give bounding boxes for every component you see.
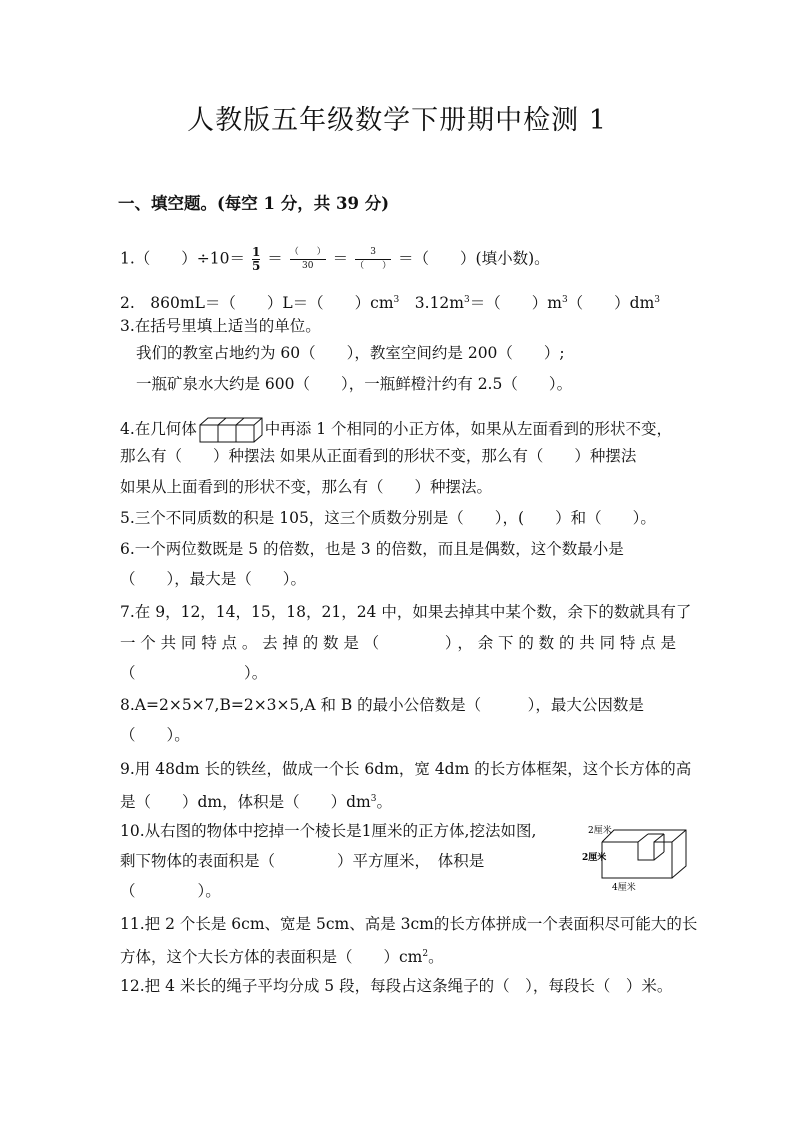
question-11-line-1: 11.把 2 个长是 6cm、宽是 5cm、高是 3cm的长方体拼成一个表面积尽可能大的长 bbox=[120, 915, 698, 933]
question-1: 1.（ ）÷10＝ $\frac{1}{5}$ ＝ $\frac{( )}{30}$ ＝ $\frac{3}{( )}$ ＝（ ）(填小数)。 bbox=[120, 245, 550, 273]
question-6-line-1: 6.一个两位数既是 5 的倍数，也是 3 的倍数，而且是偶数，这个数最小是 bbox=[120, 540, 624, 558]
question-8-line-2: （ ）。 bbox=[120, 726, 190, 744]
page-title: 人教版五年级数学下册期中检测 1 bbox=[187, 105, 607, 136]
question-4-line-1: 4.在几何体 中再添 1 个相同的小正方体，如果从左面看到的形状不变， bbox=[120, 416, 672, 444]
question-10-line-3: （ ）。 bbox=[120, 882, 221, 900]
q1-text-b: ＝（ ）(填小数)。 bbox=[398, 249, 550, 268]
fig-label-left: 2厘米 bbox=[582, 853, 607, 863]
question-4-line-3: 如果从上面看到的形状不变，那么有（ ）种摆法。 bbox=[120, 478, 493, 496]
question-8-line-1: 8.A=2×5×7,B=2×3×5,A 和 B 的最小公倍数是（ ），最大公因数是 bbox=[120, 696, 644, 714]
question-2: 2. 860mL＝（ ）L＝（ ）$cm^3$ $3.12m^3=$（ ）$m^3$（ ）$dm^3$ bbox=[120, 294, 661, 313]
fig-label-bottom: 4厘米 bbox=[612, 883, 636, 893]
fig-label-top: 2厘米 bbox=[588, 826, 612, 836]
question-3-title: 3.在括号里填上适当的单位。 bbox=[120, 317, 321, 335]
question-11-line-2: 方体，这个大长方体的表面积是（ ）$cm^2$。 bbox=[120, 948, 444, 967]
cube-figure-icon bbox=[199, 416, 263, 444]
question-3-line-2: 我们的教室占地约为 60（ ），教室空间约是 200（ ）; bbox=[136, 344, 565, 362]
question-7-line-1: 7.在 9，12，14，15，18，21，24 中，如果去掉其中某个数，余下的数就具有了 bbox=[120, 603, 692, 621]
section-heading: 一、填空题。(每空 1 分，共 39 分) bbox=[118, 194, 390, 213]
question-7-line-3: （ ）。 bbox=[120, 664, 268, 682]
fraction-blank-30: $\frac{( )}{30}$ bbox=[289, 247, 326, 271]
question-7-line-2: 一个共同特点。去掉的数是（ ），余下的数的共同特点是 bbox=[120, 634, 676, 652]
question-9-line-2: 是（ ）dm，体积是（ ）$dm^3$。 bbox=[120, 793, 392, 812]
question-3-line-3: 一瓶矿泉水大约是 600（ ），一瓶鲜橙汁约有 2.5（ ）。 bbox=[136, 375, 573, 393]
question-12: 12.把 4 米长的绳子平均分成 5 段，每段占这条绳子的（ ），每段长（ ）米。 bbox=[120, 977, 673, 995]
q1-text-a: 1.（ ）÷10＝ bbox=[120, 249, 245, 268]
question-5: 5.三个不同质数的积是 105，这三个质数分别是（ ），( ）和（ ）。 bbox=[120, 509, 656, 527]
fraction-1-5: $\frac{1}{5}$ bbox=[251, 245, 261, 273]
question-10-line-2: 剩下物体的表面积是（ ）平方厘米， 体积是 bbox=[120, 852, 485, 870]
question-4-line-2: 那么有（ ）种摆法 如果从正面看到的形状不变，那么有（ ）种摆法 bbox=[120, 447, 637, 465]
question-6-line-2: （ ），最大是（ ）。 bbox=[120, 570, 307, 588]
question-10-line-1: 10.从右图的物体中挖掉一个棱长是1厘米的正方体,挖法如图, bbox=[120, 822, 537, 840]
question-9-line-1: 9.用 48dm 长的铁丝，做成一个长 6dm，宽 4dm 的长方体框架，这个长方体的高 bbox=[120, 760, 692, 778]
fraction-3-blank: $\frac{3}{( )}$ bbox=[355, 247, 392, 271]
cuboid-diagram-icon bbox=[578, 822, 698, 894]
